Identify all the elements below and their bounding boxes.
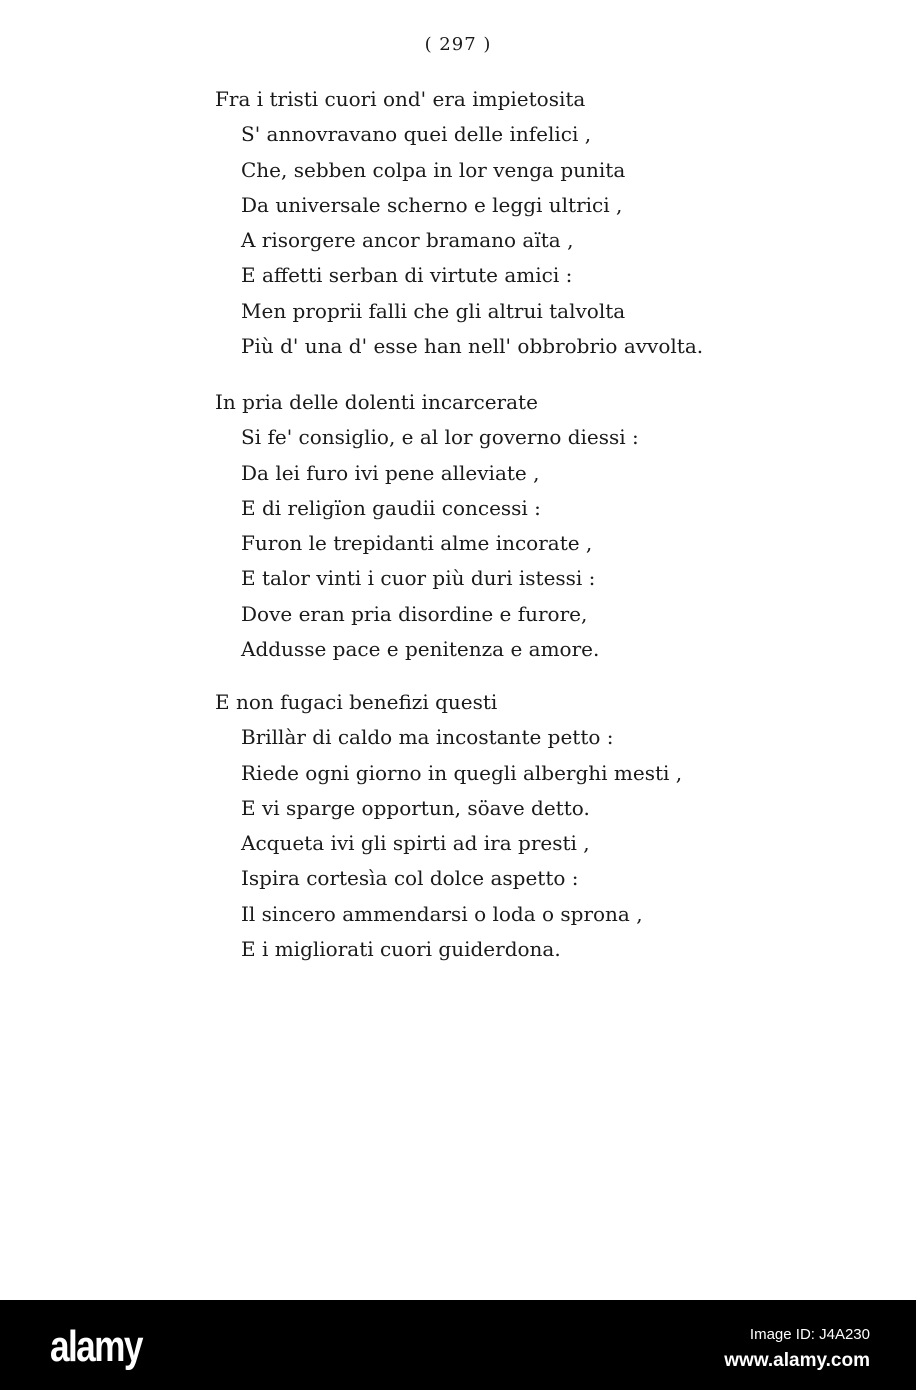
verse-line: Fra i tristi cuori ond' era impietosita: [215, 87, 586, 111]
verse-line: Acqueta ivi gli spirti ad ira presti ,: [241, 831, 590, 856]
stanza: [215, 685, 682, 967]
verse-line: Dove eran pria disordine e furore,: [241, 601, 588, 626]
verse-line: E affetti serban di virtute amici :: [241, 263, 573, 288]
verse-line: Addusse pace e penitenza e amore.: [241, 637, 600, 662]
verse-line: Si fe' consiglio, e al lor governo diessi :: [241, 425, 639, 450]
verse-line: S' annovravano quei delle infelici ,: [241, 122, 592, 147]
verse-line: Il sincero ammendarsi o loda o sprona ,: [241, 901, 643, 926]
verse-line: In pria delle dolenti incarcerate: [215, 390, 538, 414]
site-url: www.alamy.com: [724, 1350, 870, 1371]
verse-line: Ispira cortesìa col dolce aspetto :: [241, 866, 579, 891]
image-id: Image ID: J4A230: [749, 1326, 870, 1343]
watermark-footer: [0, 1300, 916, 1390]
verse-line: Da lei furo ivi pene alleviate ,: [241, 460, 540, 485]
verse-line: Che, sebben colpa in lor venga punita: [241, 157, 626, 182]
verse-line: E i migliorati cuori guiderdona.: [241, 937, 561, 962]
verse-line: Brillàr di caldo ma incostante petto :: [241, 725, 614, 750]
verse-line: Furon le trepidanti alme incorate ,: [241, 531, 593, 556]
stanza: [215, 385, 639, 667]
verse-line: Da universale scherno e leggi ultrici ,: [241, 192, 623, 217]
verse-line: E talor vinti i cuor più duri istessi :: [241, 566, 596, 591]
stanza: [215, 82, 703, 364]
verse-line: E non fugaci benefizi questi: [215, 690, 498, 714]
page-number: ( 297 ): [424, 34, 492, 55]
verse-line: Più d' una d' esse han nell' obbrobrio avvolta.: [241, 334, 704, 359]
alamy-logo: alamy: [50, 1322, 142, 1371]
verse-line: E di religïon gaudii concessi :: [241, 495, 541, 520]
verse-line: E vi sparge opportun, söave detto.: [241, 795, 590, 820]
verse-line: A risorgere ancor bramano aïta ,: [241, 228, 574, 253]
verse-line: Riede ogni giorno in quegli alberghi mesti ,: [241, 760, 683, 785]
verse-line: Men proprii falli che gli altrui talvolta: [241, 298, 626, 323]
